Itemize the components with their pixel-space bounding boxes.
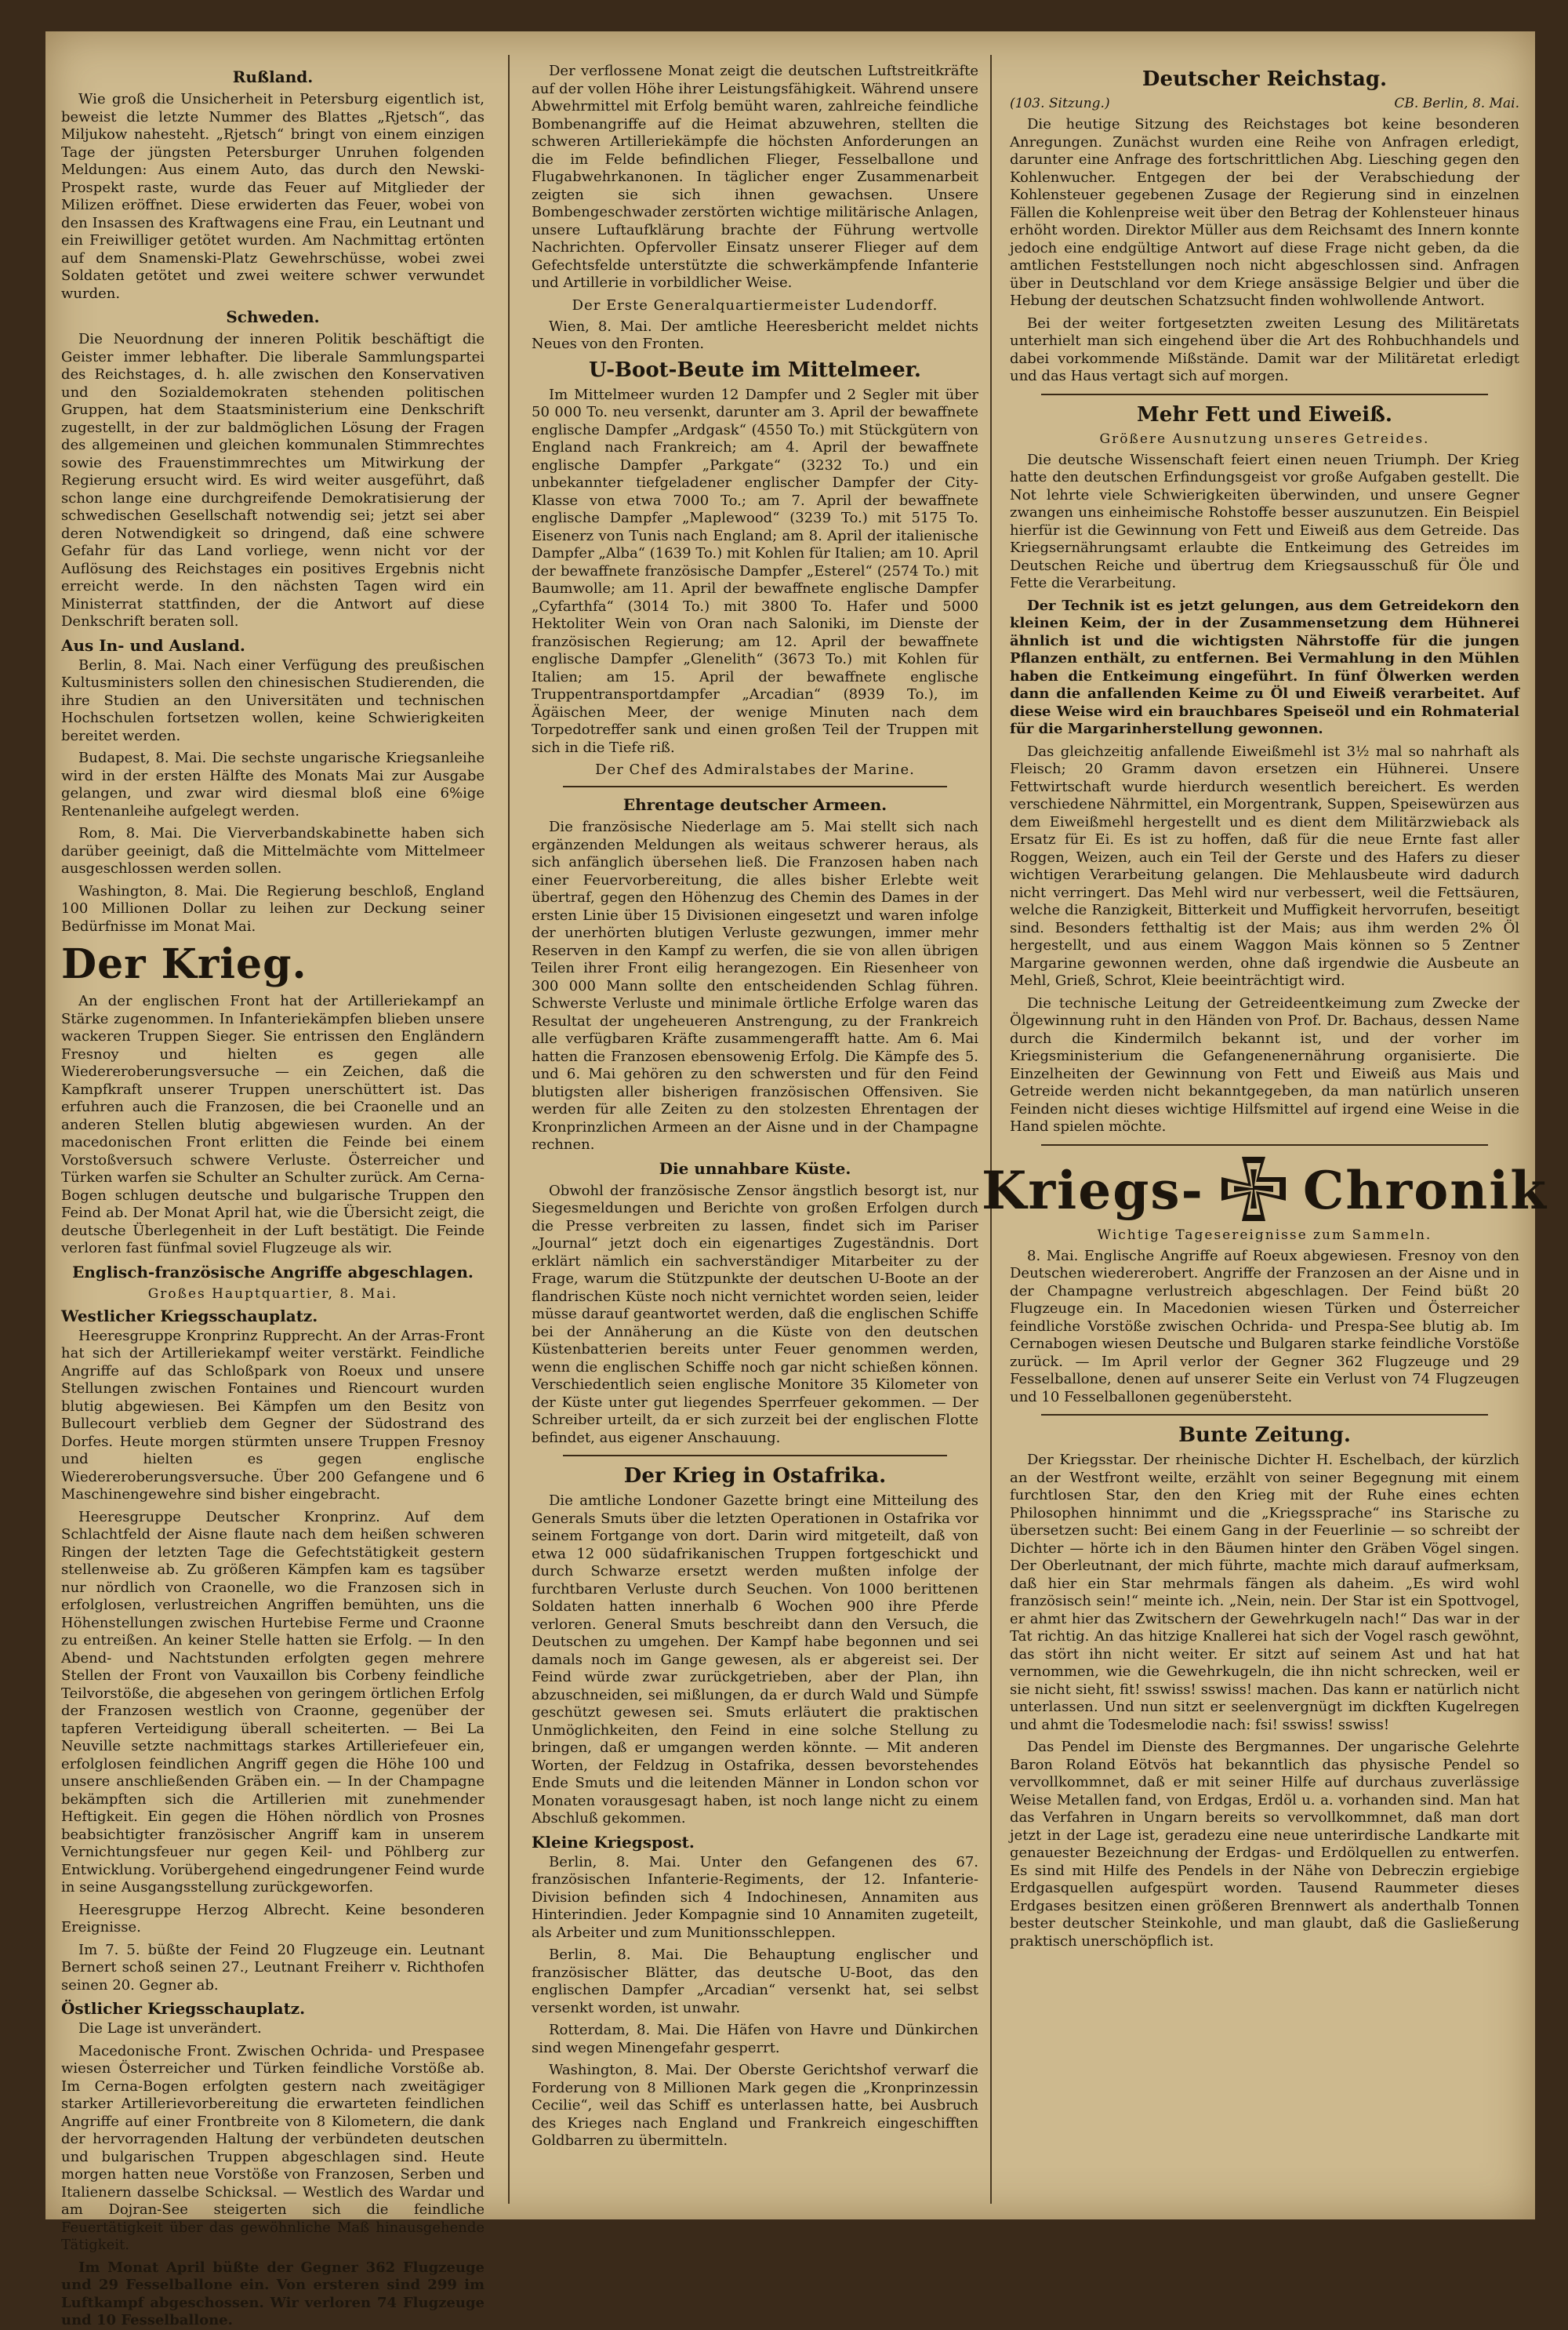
divider bbox=[1041, 1144, 1488, 1146]
kriegs-chronik-masthead bbox=[982, 1154, 1548, 1227]
chronik-title-left: Kriegs- bbox=[982, 1159, 1204, 1221]
article-headline: Deutscher Reichstag. bbox=[1142, 67, 1388, 91]
paragraph: Die Neuordnung der inneren Politik beschäftigt die Geister immer lebhafter. Die liberale Sammlungspartei des Reichstages, d. h. alle zwischen den Konservativen und den Sozialdemokraten stehenden politischen Gruppen, hat dem Staatsministerium eine Denkschrift zugestellt, in der zur baldmöglichen Lösung der Fragen des allgemeinen und gleichen kommunalen Stimmrechtes sowie des Frauenstimmrechtes um Mitwirkung der Regierung ersucht wird. Es wird weiter ausgeführt, daß schon lange eine durchgreifende Demokratisierung der schwedischen Gesellschaft notwendig sei; jetzt sei aber deren Notwendigkeit so dringend, daß eine schwere Gefahr für das Land vorliege, wenn nicht vor der Auflösung des Reichstages ein positives Ergebnis nicht erreicht werde. In den nächsten Tagen wird ein Ministerrat stattfinden, der die Antwort auf diese Denkschrift beraten soll. bbox=[61, 331, 485, 630]
paragraph: Der Kriegsstar. Der rheinische Dichter H. Eschelbach, der kürzlich an der Westfront weilte, erzählt von seiner Begegnung mit einem furchtlosen Star, den den Krieg mit der Ruhe eines echten Philosophen hinnimmt und die „Kriegssprache“ ins Starische zu übersetzen sucht: Bei einem Gang in der Feuerlinie — so schreibt der Dichter — hörte ich in den Bäumen hinter den Gräben Vögel singen. Der Oberleutnant, der mich führte, machte mich darauf aufmerksam, daß hier ein Star mehrmals fängen als daheim. „Es wird wohl französisch sein!“ meinte ich. „Nein, nein. Der Star ist ein Spottvogel, er ahmt hier das Zwitschern der Gewehrkugeln nach!“ Das war in der Tat richtig. An das hitzige Knallerei hat sich der Vogel rasch gewöhnt, das stört ihn nicht weiter. Er sitzt auf seinem Ast und hat hat vernommen, wie die Gewehrkugeln, die ihn nicht schrecken, weil er sie nicht sieht, fit! sswiss! sswiss! machen. Das kann er natürlich nicht unterlassen. Und nun sitzt er seelenvergnügt im dickften Kugelregen und ahmt die Todesmelodie nach: fsi! sswiss! sswiss! bbox=[1010, 1452, 1519, 1733]
paragraph: Die französische Niederlage am 5. Mai stellt sich nach ergänzenden Meldungen als weitaus schwerer heraus, als sich anfänglich übersehen ließ. Die Franzosen haben nach einer Feuervorbereitung, die alles bisher Erlebte weit übertraf, gegen den Höhenzug des Chemin des Dames in der ersten Linie über 15 Divisionen eingesetzt und waren infolge der unerhörten blutigen Verluste gezwungen, immer mehr Reserven in den Kampf zu werfen, die sie von allen übrigen Teilen ihrer Front eilig herangezogen. Ein Riesenheer von 300 000 Mann sollte den entscheidenden Schlag führen. Schwerste Verluste und minimale örtliche Erfolge waren das Resultat der ungeheueren Anstrengung, zu der Frankreich alle verfügbaren Kräfte zusammengerafft hatte. Am 6. Mai hatten die Franzosen ebensowenig Erfolg. Die Kämpfe des 5. und 6. Mai gehören zu den schwersten und für den Feind blutigsten aller bisherigen französischen Offensiven. Sie werden für alle Zeiten zu den stolzesten Ehrentagen der Kronprinzlichen Armeen an der Aisne und in der Champagne rechnen. bbox=[532, 819, 978, 1153]
column-rule bbox=[508, 55, 510, 2204]
chronik-subheading: Wichtige Tagesereignisse zum Sammeln. bbox=[1097, 1227, 1432, 1243]
section-heading: Östlicher Kriegsschauplatz. bbox=[61, 1999, 306, 2018]
dateline: CB. Berlin, 8. Mai. bbox=[1394, 96, 1519, 111]
paragraph: Berlin, 8. Mai. Die Behauptung englischer und französischer Blätter, das deutsche U-Boot, das den englischen Dampfer „Arcadian“ versenkt hat, sei selbst versenkt worden, ist unwahr. bbox=[532, 1947, 978, 2016]
dateline: Großes Hauptquartier, 8. Mai. bbox=[147, 1285, 398, 1302]
signature: Der Erste Generalquartiermeister Ludendorff. bbox=[572, 296, 938, 314]
paragraph: Washington, 8. Mai. Die Regierung beschloß, England 100 Millionen Dollar zu leihen zur Deckung seiner Bedürfnisse im Monat Mai. bbox=[61, 882, 485, 935]
paragraph: Berlin, 8. Mai. Unter den Gefangenen des 67. französischen Infanterie-Regiments, der 12. Infanterie-Division befinden sich 4 Indochinesen, Annamiten aus Hinterindien. Jeder Kompagnie sind 10 Annamiten zugeteilt, als Arbeiter und zum Munitionsschleppen. bbox=[532, 1853, 978, 1941]
paragraph: Im 7. 5. büßte der Feind 20 Flugzeuge ein. Leutnant Bernert schoß seinen 27., Leutnant Freiherr v. Richthofen seinen 20. Gegner ab. bbox=[61, 1941, 485, 1994]
session-number: (103. Sitzung.) bbox=[1010, 96, 1110, 111]
paragraph: Der verflossene Monat zeigt die deutschen Luftstreitkräfte auf der vollen Höhe ihrer Leistungsfähigkeit. Während unsere Abwehrmittel mit Erfolg bemüht waren, zahlreiche feindliche Bombenangriffe auf die Heimat abzuwehren, stellten die schweren Artilleriekämpfe die höchsten Anforderungen an die im Felde befindlichen Flieger, Fesselballone und Flugabwehrkanonen. In täglicher enger Zusammenarbeit zeigten sie sich ihnen gewachsen. Unsere Bombengeschwader zerstörten wichtige militärische Anlagen, unsere Luftaufklärung brachte der Führung wertvolle Nachrichten. Opfervoller Einsatz unserer Flieger auf dem Gefechtsfelde unterstützte die schwerkämpfende Infanterie und Artillerie in vorbildlicher Weise. bbox=[532, 63, 978, 291]
paragraph: Obwohl der französische Zensor ängstlich besorgt ist, nur Siegesmeldungen und Berichte von großen Erfolgen durch die Presse verbreiten zu lassen, findet sich im Pariser „Journal“ jetzt doch ein eigenartiges Zugeständnis. Dort erklärt nämlich ein sachverständiger Mitarbeiter zu der Frage, warum die Stützpunkte der deutschen U-Boote an der flandrischen Küste noch nicht vernichtet worden seien, leider müsse darauf geantwortet werden, daß die englischen Schiffe bei der Annäherung an die Küste von den deutschen Küstenbatterien bereits unter Feuer genommen werden, wenn die englischen Schiffe noch gar nicht schießen können. Verschiedentlich seien englische Monitore 35 Kilometer von der Küste unter gut liegendes Sperrfeuer gekommen. — Der Schreiber urteilt, da er sich zurzeit bei der englischen Flotte befindet, aus eigener Anschauung. bbox=[532, 1182, 978, 1446]
divider bbox=[563, 786, 947, 787]
iron-cross-icon bbox=[1218, 1154, 1289, 1227]
article-headline: Englisch-französische Angriffe abgeschlagen. bbox=[72, 1262, 474, 1281]
paragraph: An der englischen Front hat der Artilleriekampf an Stärke zugenommen. In Infanteriekämpfen blieben unsere wackeren Truppen Sieger. Sie entrissen den Engländern Fresnoy und hielten es gegen alle Wiedereroberungsversuche — ein Zeichen, daß die Kampfkraft unserer Truppen unerschüttert ist. Das erfuhren auch die Franzosen, die bei Craonelle und an anderen Stellen blutig abgewiesen wurden. An der macedonischen Front erlitten die Feinde bei einem Vorstoßversuch schwere Verluste. Österreicher und Türken warfen sie Schulter an Schulter zurück. Am Cerna-Bogen schlugen deutsche und bulgarische Truppen den Feind ab. Der Monat April hat, wie die Übersicht zeigt, die deutsche Überlegenheit in der Luft bestätigt. Die Feinde verloren fast fünfmal soviel Flugzeuge als wir. bbox=[61, 993, 485, 1256]
divider bbox=[1041, 1414, 1488, 1416]
paragraph: Wien, 8. Mai. Der amtliche Heeresbericht meldet nichts Neues von den Fronten. bbox=[532, 318, 978, 352]
newspaper-page bbox=[45, 31, 1548, 2328]
divider bbox=[563, 1455, 947, 1456]
article-headline: Die unnahbare Küste. bbox=[659, 1158, 851, 1178]
signature: Der Chef des Admiralstabes der Marine. bbox=[595, 762, 915, 778]
paragraph: Die deutsche Wissenschaft feiert einen neuen Triumph. Der Krieg hatte den deutschen Erfindungsgeist vor große Aufgaben gestellt. Die Not lehrte viele Schwierigkeiten überwinden, und unsere Gegner zwangen uns einheimische Rohstoffe besser auszunutzen. Ein Beispiel hierfür ist die Gewinnung von Fett und Eiweiß aus dem Getreide. Das Kriegsernährungsamt erlaubte die Entkeimung des Getreides im Deutschen Reiche und übertrug dem Kriegsausschuß für Öle und Fette die Verarbeitung. bbox=[1010, 451, 1519, 591]
divider bbox=[1041, 394, 1488, 395]
paragraph: Heeresgruppe Kronprinz Rupprecht. An der Arras-Front hat sich der Artilleriekampf weiter verstärkt. Feindliche Angriffe auf das Schloßpark von Roeux und unsere Stellungen zwischen Fontaines und Riencourt wurden blutig abgewiesen. Bei Kämpfen um den Besitz von Bullecourt verblieb dem Gegner der Südostrand des Dorfes. Heute morgen stürmten unsere Truppen Fresnoy und hielten es gegen englische Wiedereroberungsversuche. Über 200 Gefangene und 6 Maschinengewehre sind bisher eingebracht. bbox=[61, 1327, 485, 1503]
paragraph: Heeresgruppe Herzog Albrecht. Keine besonderen Ereignisse. bbox=[61, 1901, 485, 1936]
article-subheading: Größere Ausnutzung unseres Getreides. bbox=[1099, 431, 1430, 447]
paragraph: Die technische Leitung der Getreideentkeimung zum Zwecke der Ölgewinnung ruht in den Händen von Prof. Dr. Bachaus, dessen Name durch die Kindermilch bekannt ist, und der vorher im Kriegsministerium die Gefangenenernährung organisierte. Die Einzelheiten der Gewinnung von Fett und Eiweiß aus Mais und Getreide werden nicht bekanntgegeben, da man natürlich unseren Feinden nicht dieses wichtige Hilfsmittel auf irgend eine Weise in die Hand spielen möchte. bbox=[1010, 994, 1519, 1135]
paragraph: Die Lage ist unverändert. bbox=[78, 2020, 262, 2037]
section-heading: Rußland. bbox=[232, 67, 314, 86]
section-heading: Aus In- und Ausland. bbox=[61, 635, 245, 655]
paragraph: Der Technik ist es jetzt gelungen, aus dem Getreidekorn den kleinen Keim, der in der Zusammensetzung dem Hühnerei ähnlich ist und die wichtigsten Nährstoffe für die jungen Pflanzen enthält, zu entfernen. Bei Vermahlung in den Mühlen haben die Entkeimung eingeführt. In fünf Ölwerken werden dann die anfallenden Keime zu Öl und Eiweiß verarbeitet. Auf diese Weise wird ein brauchbares Speiseöl und ein Rohmaterial für die Margarinherstellung gewonnen. bbox=[1010, 597, 1519, 737]
section-heading: Westlicher Kriegsschauplatz. bbox=[61, 1306, 318, 1325]
column-left bbox=[61, 63, 485, 2328]
paragraph: Die amtliche Londoner Gazette bringt eine Mitteilung des Generals Smuts über die letzten Operationen in Ostafrika vor seinem Fortgange von dort. Darin wird mitgeteilt, daß von etwa 12 000 südafrikanischen Truppen fortgeschickt und durch Schwarze ersetzt werden mußten infolge der furchtbaren Verluste durch Seuchen. Von 1000 berittenen Soldaten hatten innerhalb 6 Wochen 900 ihre Pferde verloren. General Smuts beschreibt dann den Versuch, die Deutschen zu umgehen. Der Kampf habe begonnen und sei damals noch im Gange gewesen, als er abgereist sei. Der Feind würde zwar zurückgetrieben, aber der Plan, ihn abzuschneiden, sei mißlungen, da er durch Wald und Sümpfe geschützt gewesen sei. Smuts erläutert die praktischen Unmöglichkeiten, den Feind in eine solche Stellung zu bringen, daß er umgangen werden könnte. — Mit anderen Worten, der Feldzug in Ostafrika, dessen bevorstehendes Ende Smuts und die leitenden Männer in London schon vor Monaten vorausgesagt haben, ist noch lange nicht zu einem Abschluß gekommen. bbox=[532, 1492, 978, 1827]
column-rule bbox=[990, 55, 992, 2204]
paragraph: Rom, 8. Mai. Die Vierverbandskabinette haben sich darüber geeinigt, daß die Mittelmächte vom Mittelmeer ausgeschlossen werden sollen. bbox=[61, 825, 485, 877]
paragraph: Wie groß die Unsicherheit in Petersburg eigentlich ist, beweist die letzte Nummer des Blattes „Rjetsch“, das Miljukow nahesteht. „Rjetsch“ bringt von einem einzigen Tage der jüngsten Petersburger Unruhen folgenden Meldungen: Aus einem Auto, das durch den Newski-Prospekt raste, wurde das Feuer auf Mitglieder der Milizen eröffnet. Diese erwiderten das Feuer, wobei von den Insassen des Kraftwagens eine Frau, ein Leutnant und ein Freiwilliger getötet wurden. Am Nachmittag ertönten auf dem Snamenski-Platz Gewehrschüsse, wobei zwei Soldaten getötet und zwei weitere schwer verwundet wurden. bbox=[61, 91, 485, 302]
paragraph: Bei der weiter fortgesetzten zweiten Lesung des Militäretats unterhielt man sich eingehend über die Art des Rohbuchhandels und dabei vorkommende Mißstände. Damit war der Militäretat erledigt und das Haus vertagt sich auf morgen. bbox=[1010, 314, 1519, 384]
section-heading: Kleine Kriegspost. bbox=[532, 1832, 695, 1852]
paragraph: Berlin, 8. Mai. Nach einer Verfügung des preußischen Kultusministers sollen den chinesischen Studierenden, die ihre Studien an den Universitäten und technischen Hochschulen fortsetzen wollen, keine Schwierigkeiten bereitet werden. bbox=[61, 656, 485, 744]
section-heading: Schweden. bbox=[226, 307, 320, 326]
krieg-headline: Der Krieg. bbox=[61, 940, 307, 988]
article-headline: Mehr Fett und Eiweiß. bbox=[1137, 402, 1392, 427]
paragraph: Das gleichzeitig anfallende Eiweißmehl ist 3½ mal so nahrhaft als Fleisch; 20 Gramm davon ersetzen ein Hühnerei. Unsere Fettwirtschaft wurde hierdurch wesentlich bereichert. Es werden verschiedene Nährmittel, ein Morgentrank, Suppen, Speisewürzen aus dem Eiweißmehl hergestellt und es dient dem Militärzwieback als Ersatz für Ei. Es ist zu hoffen, daß für die neue Ernte fast aller Roggen, Weizen, auch ein Teil der Gerste und des Hafers zu dieser wichtigen Verarbeitung gelangen. Die Mehlausbeute wird dadurch nicht verringert. Das Mehl wird nur verbessert, weil die Fettsäuren, welche die Ranzigkeit, Bitterkeit und Muffigkeit hervorrufen, beseitigt sind. Besonders fetthaltig ist der Mais; aus ihm werden 2% Öl hergestellt, und aus einem Waggon Mais können so 5 Zentner Margarine gewonnen werden, ohne daß irgendwie die Ausbeute an Mehl, Grieß, Schrot, Kleie beeinträchtigt wird. bbox=[1010, 743, 1520, 989]
article-headline: Bunte Zeitung. bbox=[1178, 1423, 1351, 1447]
article-headline: Ehrentage deutscher Armeen. bbox=[622, 795, 887, 814]
paragraph: Im Mittelmeer wurden 12 Dampfer und 2 Segler mit über 50 000 To. neu versenkt, darunter am 3. April der bewaffnete englische Dampfer „Ardgask“ (4550 To.) mit Stückgütern von England nach Frankreich; am 4. April der bewaffnete englische Dampfer „Parkgate“ (3232 To.) und ein unbekannter tiefgeladener englischer Dampfer der City-Klasse von etwa 7000 To.; am 7. April der bewaffnete englische Dampfer „Maplewood“ (3239 To.) mit 5175 To. Eisenerz von Tunis nach England; am 8. April der italienische Dampfer „Alba“ (1639 To.) mit Kohlen für Italien; am 10. April der bewaffnete französische Dampfer „Esterel“ (2574 To.) mit Baumwolle; am 11. April der bewaffnete englische Dampfer „Cyfarthfa“ (3014 To.) mit 3800 To. Hafer und 5000 Hektoliter Wein von Oran nach Saloniki, im Dienste der französischen Regierung; am 12. April der bewaffnete englische Dampfer „Glenelith“ (3673 To.) mit Kohlen für Italien; am 15. April der bewaffnete englische Truppentransportdampfer „Arcadian“ (8939 To.), im Ägäischen Meer, der wenige Minuten nach dem Torpedotreffer sank und einen großen Teil der Truppen mit sich in die Tiefe riß. bbox=[532, 386, 978, 756]
column-middle bbox=[532, 63, 978, 2196]
article-headline: Der Krieg in Ostafrika. bbox=[623, 1464, 887, 1488]
paragraph: Das Pendel im Dienste des Bergmannes. Der ungarische Gelehrte Baron Roland Eötvös hat bekanntlich das physische Pendel so vervollkommnet, daß er mit seiner Hilfe auf durchaus zuverlässige Weise Metallen fand, von Erdgas, Erdöl u. a. vorhanden sind. Man hat das Verfahren in Ungarn bereits so vervollkommnet, daß man dort jetzt in der Lage ist, geradezu eine neue unterirdische Landkarte mit genauester Bezeichnung der Erdgas- und Erdölquellen zu entwerfen. Es sind mit Hilfe des Pendels in der Nähe von Debreczin ergiebige Erdgasquellen aufgespürt worden. Tausend Raummeter dieses Erdgases besitzen einen größeren Brennwert als anderthalb Tonnen bester deutscher Steinkohle, und man glaubt, daß die Gasließerung praktisch unerschöpflich ist. bbox=[1010, 1739, 1519, 1950]
paragraph: Rotterdam, 8. Mai. Die Häfen von Havre und Dünkirchen sind wegen Minengefahr gesperrt. bbox=[532, 2022, 978, 2056]
paragraph: Washington, 8. Mai. Der Oberste Gerichtshof verwarf die Forderung von 8 Millionen Mark gegen die „Kronprinzessin Cecilie“, weil das Schiff es unterlassen hatte, bei Ausbruch des Krieges nach England und Frankreich eingeschifften Goldbarren zu übermitteln. bbox=[532, 2062, 978, 2149]
article-headline: U-Boot-Beute im Mittelmeer. bbox=[589, 358, 921, 382]
column-right bbox=[982, 63, 1548, 2196]
reichstag-dateline bbox=[1010, 96, 1519, 111]
paragraph: Die heutige Sitzung des Reichstages bot keine besonderen Anregungen. Zunächst wurden eine Reihe von Anfragen erledigt, darunter eine Anfrage des fortschrittlichen Abg. Liesching gegen den Kohlenwucher. Entgegen der bei der Verabschiedung der Kohlensteuer gegebenen Zusage der Regierung sind in einzelnen Fällen die Kohlenpreise weit über den Betrag der Kohlensteuer hinaus erhöht worden. Direktor Müller aus dem Reichsamt des Innern konnte jedoch eine endgültige Antwort auf diese Frage nicht geben, da die amtlichen Feststellungen noch nicht abgeschlossen sind. Anfragen über in Deutschland vor dem Kriege ansässige Belgier und über die Hebung der deutschen Schatzsucht finden wohlwollende Antwort. bbox=[1010, 116, 1519, 309]
chronik-title-right: Chronik bbox=[1302, 1159, 1548, 1221]
paragraph: 8. Mai. Englische Angriffe auf Roeux abgewiesen. Fresnoy von den Deutschen wiedererobert. Angriffe der Franzosen an der Aisne und in der Champagne verlustreich abgeschlagen. Der Feind büßt 20 Flugzeuge ein. In Macedonien wiesen Türken und Österreicher feindliche Vorstöße zwischen Ochrida- und Prespa-See blutig ab. Im Cernabogen wiesen Deutsche und Bulgaren starke feindliche Vorstöße zurück. — Im April verlor der Gegner 362 Flugzeuge und 29 Fesselballone, denen auf unserer Seite ein Verlust von 74 Flugzeugen und 10 Fesselballonen gegenübersteht. bbox=[1010, 1247, 1519, 1405]
paragraph: Heeresgruppe Deutscher Kronprinz. Auf dem Schlachtfeld der Aisne flaute nach dem heißen schweren Ringen der letzten Tage die Gefechtstätigkeit gestern stellenweise ab. Zu größeren Kämpfen kam es tagsüber nur nördlich von Craonelle, wo die Franzosen sich in erfolglosen, verlustreichen Angriffen bemühten, uns die Höhenstellungen zwischen Hurtebise Ferme und Craonne zu entreißen. An keiner Stelle hatten sie Erfolg. — In den Abend- und Nachtstunden erfolgten gegen mehrere Stellen der Front von Vauxaillon bis Corbeny feindliche Teilvorstöße, die abgesehen von geringem örtlichen Erfolg der Franzosen westlich von Craonne, gegenüber der tapferen Verteidigung überall scheiterten. — Bei La Neuville setzte nachmittags starkes Artilleriefeuer ein, erfolglosen feindlichen Angriff gegen die Höhe 100 und unsere anschließenden Gräben ein. — In der Champagne bekämpften sich die Artillerien mit zunehmender Heftigkeit. Ein gegen die Höhen nördlich von Prosnes beabsichtigter französischer Angriff kam in unserem Vernichtungsfeuer nur gegen Keil- und Pöhlberg zur Entwicklung. Vorübergehend eingedrungener Feind wurde in seine Ausgangsstellung zurückgeworfen. bbox=[61, 1508, 485, 1896]
paragraph: Budapest, 8. Mai. Die sechste ungarische Kriegsanleihe wird in der ersten Hälfte des Monats Mai zur Ausgabe gelangen, und zwar wird diesmal bloß eine 6%ige Rentenanleihe aufgelegt werden. bbox=[61, 750, 485, 820]
paragraph: Im Monat April büßte der Gegner 362 Flugzeuge und 29 Fesselballone ein. Von ersteren sind 299 im Luftkampf abgeschossen. Wir verloren 74 Flugzeuge und 10 Fesselballone. bbox=[61, 2259, 485, 2328]
paragraph: Macedonische Front. Zwischen Ochrida- und Prespasee wiesen Österreicher und Türken feindliche Vorstöße ab. Im Cerna-Bogen erfolgten gestern nach zweitägiger starker Artillerievorbereitung die erwarteten feindlichen Angriffe auf einer Frontbreite von 8 Kilometern, die dank der hervorragenden Haltung der verbündeten deutschen und bulgarischen Truppen abgeschlagen sind. Heute morgen hatten neue Vorstöße von Franzosen, Serben und Italienern dasselbe Schicksal. — Westlich des Wardar und am Dojran-See steigerten sich die feindliche Feuertätigkeit über das gewöhnliche Maß hinausgehende Tätigkeit. bbox=[61, 2042, 485, 2253]
